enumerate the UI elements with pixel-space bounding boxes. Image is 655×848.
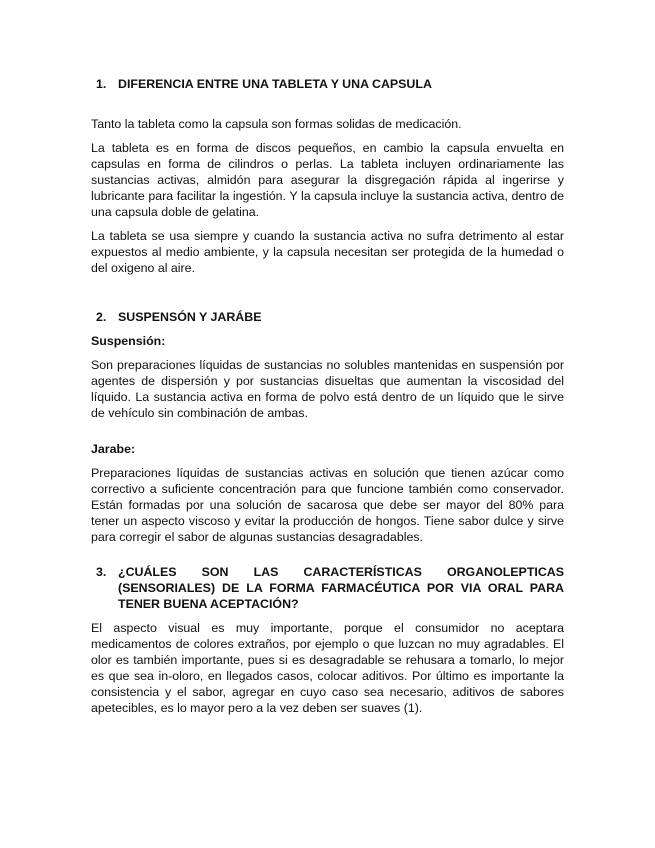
- section-2-title: SUSPENSÓN Y JARÁBE: [118, 310, 262, 324]
- section-1-title: DIFERENCIA ENTRE UNA TABLETA Y UNA CAPSULA: [118, 77, 432, 91]
- section-2-number: 2.: [96, 310, 107, 324]
- section-3-number: 3.: [96, 565, 107, 579]
- section-1-paragraph-1: Tanto la tableta como la capsula son formas solidas de medicación.: [91, 117, 462, 131]
- jarabe-paragraph: Preparaciones líquidas de sustancias activas en solución que tienen azúcar como correctivo a suficiente concentración para que funcione también como conservador. Están formadas por una solución de sacarosa que debe ser mayor del 80% para tener un aspecto viscoso y evitar la producción de hongos. Tiene sabor dulce y sirve para corregir el sabor de algunas sustancias desagradables.: [91, 466, 564, 544]
- section-1-number: 1.: [96, 77, 107, 91]
- section-3-heading: [96, 564, 564, 612]
- suspension-subtitle: Suspensión:: [91, 334, 166, 348]
- section-1-heading: [96, 76, 564, 92]
- section-3-title: ¿CUÁLES SON LAS CARACTERÍSTICAS ORGANOLEPTICAS (SENSORIALES) DE LA FORMA FARMACÉUTICA POR VIA ORAL PARA TENER BUENA ACEPTACIÓN?: [118, 565, 564, 611]
- section-2-heading: [96, 309, 564, 325]
- section-1-paragraph-3: La tableta se usa siempre y cuando la sustancia activa no sufra detrimento al estar expuestos al medio ambiente, y la capsula necesitan ser protegida de la humedad o del oxigeno al aire.: [91, 229, 564, 275]
- jarabe-subtitle: Jarabe:: [91, 442, 136, 456]
- section-1-paragraph-2: La tableta es en forma de discos pequeños, en cambio la capsula envuelta en capsulas en forma de cilindros o perlas. La tableta incluyen ordinariamente las sustancias activas, almidón para asegurar la disgregación rápida al ingerirse y lubricante para facilitar la ingestión. Y la capsula incluye la sustancia activa, dentro de una capsula doble de gelatina.: [91, 141, 564, 219]
- suspension-paragraph: Son preparaciones líquidas de sustancias no solubles mantenidas en suspensión por agentes de dispersión y por sustancias disueltas que aumentan la viscosidad del líquido. La sustancia activa en forma de polvo está dentro de un líquido que le sirve de vehículo sin combinación de ambas.: [91, 358, 564, 420]
- section-3-paragraph: El aspecto visual es muy importante, porque el consumidor no aceptara medicamentos de colores extraños, por ejemplo o que luzcan no muy agradables. El olor es también importante, pues si es desagradable se rehusara a tomarlo, lo mejor es que sea in-oloro, en llegados casos, colocar aditivos. Por último es importante la consistencia y el sabor, agregar en cuyo caso sea necesario, aditivos de sabores apetecibles, es lo mayor pero a la vez deben ser suaves (1).: [91, 621, 564, 715]
